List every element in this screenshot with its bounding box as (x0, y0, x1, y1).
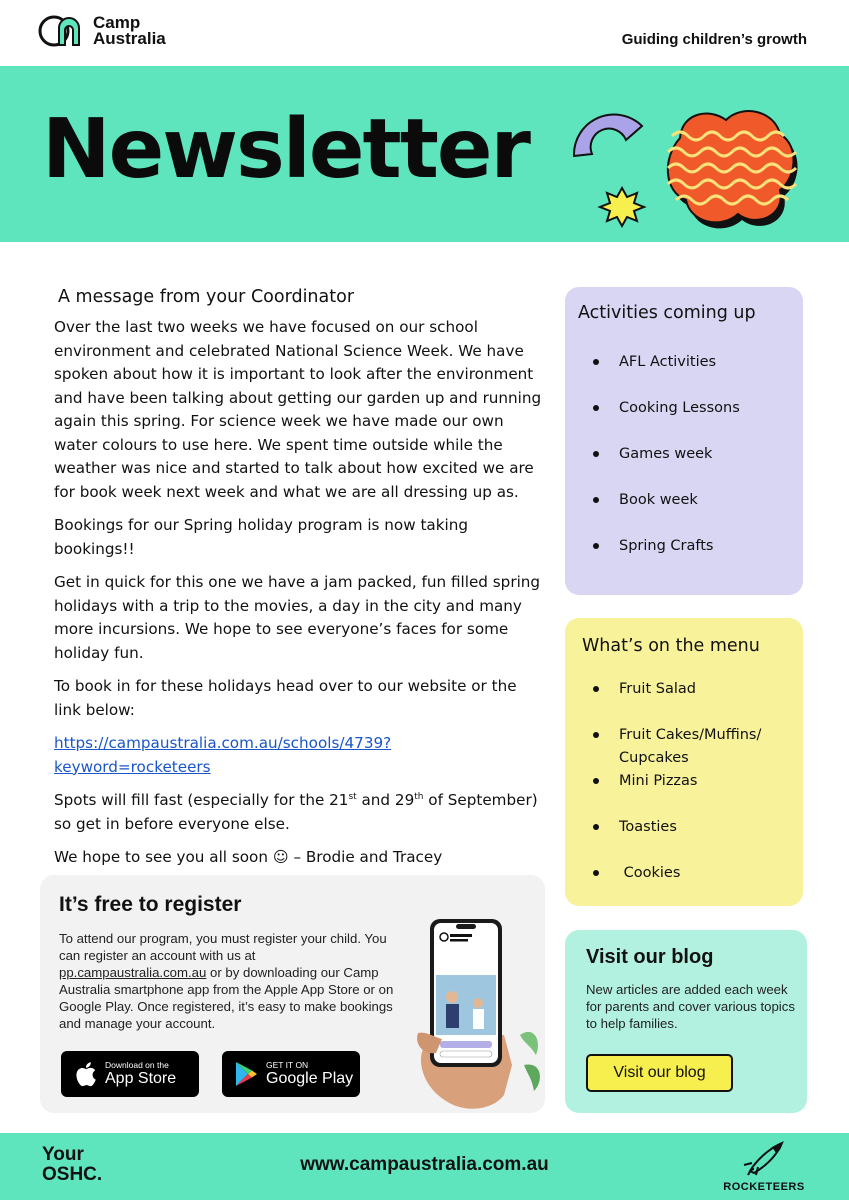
logo-line2: Australia (93, 29, 166, 48)
register-portal-link[interactable]: pp.campaustralia.com.au (59, 965, 207, 980)
activities-list (565, 351, 803, 581)
activities-title: Activities coming up (578, 303, 756, 323)
blog-text: New articles are added each week for parents and cover various topics to help families. (586, 982, 795, 1031)
register-text: To attend our program, you must register your child. You can register an account with us at pp.campaustralia.com.au or by downloading our Camp Australia smartphone app from the Apple App Store or on Google Play. Once registered, it’s easy to make bookings and manage your account. (59, 931, 394, 1031)
list-item: Book week (565, 489, 803, 535)
menu-card (565, 618, 803, 906)
logo-line1: Camp (93, 13, 141, 32)
list-item: Toasties (565, 816, 803, 839)
camp-australia-logo[interactable] (37, 14, 166, 48)
bullet-icon (593, 732, 599, 738)
hero-banner (0, 66, 849, 242)
bullet-icon (593, 870, 599, 876)
coordinator-message (54, 284, 544, 880)
website-url[interactable]: www.campaustralia.com.au (300, 1154, 549, 1175)
apple-icon (73, 1060, 97, 1088)
app-store-label: App Store (105, 1070, 177, 1087)
menu-list (565, 678, 803, 885)
register-panel (40, 875, 545, 1113)
rocket-icon (742, 1141, 786, 1177)
list-item: Cooking Lessons (565, 397, 803, 443)
tagline: Guiding children’s growth (621, 31, 807, 48)
app-store-small-label: Download on the (105, 1060, 169, 1070)
camp-australia-logo-icon (37, 14, 89, 48)
bullet-icon (593, 778, 599, 784)
blog-panel (565, 930, 807, 1113)
list-item: Mini Pizzas (565, 770, 803, 793)
bullet-icon (593, 497, 599, 503)
bullet-icon (593, 686, 599, 692)
bullet-icon (593, 824, 599, 830)
list-item: AFL Activities (565, 351, 803, 397)
bullet-icon (593, 405, 599, 411)
booking-link-paragraph (54, 732, 544, 779)
message-signoff: We hope to see you all soon ☺ – Brodie and Tracey (54, 848, 443, 866)
register-title: It’s free to register (59, 893, 242, 916)
footer (0, 1133, 849, 1200)
booking-link[interactable]: https://campaustralia.com.au/schools/4739?keyword=rocketeers (54, 734, 392, 776)
visit-blog-button[interactable]: Visit our blog (586, 1054, 733, 1092)
coordinator-heading: A message from your Coordinator (58, 287, 355, 307)
list-item: Fruit Cakes/Muffins/ Cupcakes (565, 724, 765, 770)
blog-title: Visit our blog (586, 946, 714, 968)
menu-title: What’s on the menu (582, 636, 760, 656)
app-store-button[interactable] (61, 1051, 199, 1097)
message-paragraph-4: To book in for these holidays head over to our website or the link below: (54, 677, 517, 719)
message-paragraph-3: Get in quick for this one we have a jam packed, fun filled spring holidays with a trip to the movies, a day in the city and many more incursions. We hope to see everyone’s faces for some holiday fun. (54, 573, 541, 662)
top-bar (0, 0, 849, 66)
your-oshc-logo: Your OSHC. (42, 1144, 103, 1185)
phone-app-illustration (412, 915, 545, 1113)
list-item: Fruit Salad (565, 678, 803, 701)
message-paragraph-2: Bookings for our Spring holiday program is now taking bookings!! (54, 516, 469, 558)
rocketeers-logo (716, 1141, 812, 1197)
bullet-icon (593, 359, 599, 365)
message-paragraph-1: Over the last two weeks we have focused on our school environment and celebrated National Science Week. We have spoken about how it is important to look after the environment and have been talking about getting our garden up and running again this spring. For science week we have made our own water colours to use here. We spent time outside while the weather was nice and started to talk about how excited we are for book week next week and what we are all dressing up as. (54, 318, 542, 501)
activities-card (565, 287, 803, 595)
list-item: Cookies (565, 862, 803, 885)
bullet-icon (593, 543, 599, 549)
decorative-shapes-illustration (560, 96, 800, 236)
google-play-label: Google Play (266, 1070, 354, 1087)
message-paragraph-5: Spots will fill fast (especially for the 21st and 29th of September) so get in before everyone else. (54, 791, 538, 833)
bullet-icon (593, 451, 599, 457)
list-item: Spring Crafts (565, 535, 803, 581)
rocketeers-label: ROCKETEERS (723, 1181, 805, 1193)
list-item: Games week (565, 443, 803, 489)
google-play-small-label: GET IT ON (266, 1060, 309, 1070)
google-play-button[interactable] (222, 1051, 360, 1097)
google-play-icon (234, 1061, 258, 1087)
page-title: Newsletter (42, 102, 529, 197)
